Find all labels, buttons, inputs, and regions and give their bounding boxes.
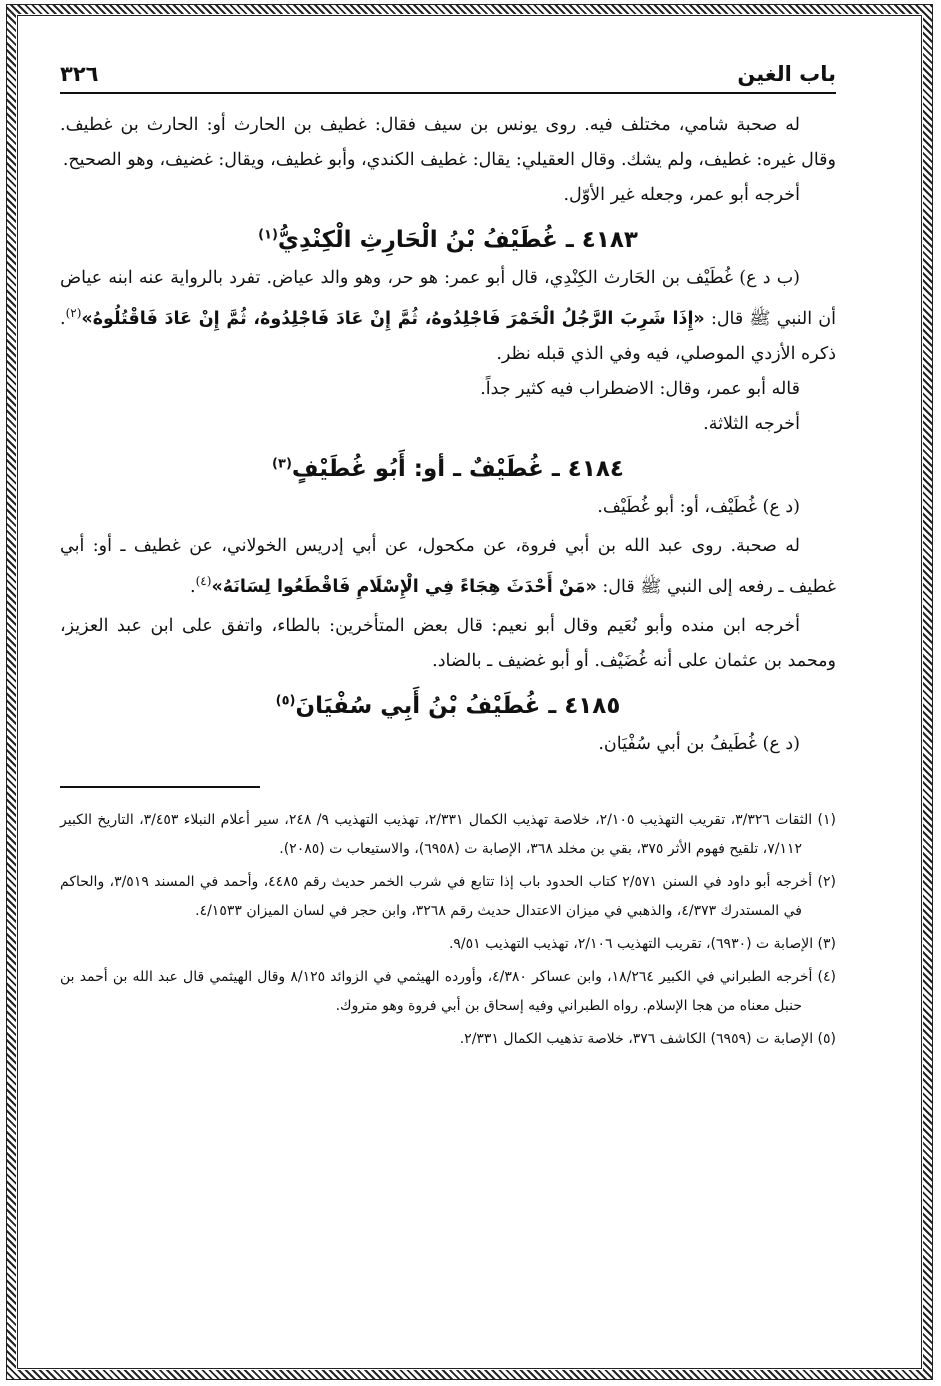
entry-title-text: ٤١٨٣ ـ غُطَيْفُ بْنُ الْحَارِثِ الْكِنْدِيُّ [277,227,638,253]
entry-title-text: ٤١٨٤ ـ غُطَيْفٌ ـ أو: أَبُو غُطَيْفٍ [291,455,624,482]
entry-text: . [190,576,196,597]
footnote: (١) الثقات ٣/٣٢٦، تقريب التهذيب ٢/١٠٥، خلاصة تهذيب الكمال ٢/٣٣١، تهذيب التهذيب ٩/ ٢٤٨، سير أعلام النبلاء ٣/٤٥٣، التاريخ الكبير ٧/١١٢، تلقيح فهوم الأثر ٣٧٥، بقي بن مخلد ٣٦٨، الإصابة ت (٦٩٥٨)، والاستيعاب ت (٢٠٨٥). [60,811,837,857]
footnote-ref: (١) [258,227,278,243]
entry-paragraph [60,261,836,372]
entry-text: (ب د ع) غُطَيْف بن الحَارث الكِنْدِي، قال أبو عمر: هو حر، وهو والد عياض. تفرد بالرواية عنه ابنه عياض أن النبي ﷺ قال: [60,268,836,329]
running-header [60,62,836,94]
entry-paragraph: أخرجه الثلاثة. [703,413,800,434]
page-number: ٣٢٦ [60,62,99,86]
footnote: (٤) أخرجه الطبراني في الكبير ١٨/٢٦٤، وابن عساكر ٤/٣٨٠، وأورده الهيثمي في الزوائد ٨/١٢٥ وقال الهيثمي قال عبد الله بن أحمد بن حنبل معناه من هجا الإسلام. رواه الطبراني وفيه إسحاق بن أبي فروة وهو متروك. [60,968,837,1014]
entry-text: . ذكره الأزدي الموصلي، فيه وفي الذي قبله نظر. [60,308,836,364]
hadith-quote: «مَنْ أَحْدَثَ هِجَاءً فِي الْإِسْلَامِ فَاقْطَعُوا لِسَانَهُ» [211,576,597,597]
chapter-title: باب الغين [737,62,836,86]
entry-title-text: ٤١٨٥ ـ غُطَيْفُ بْنُ أَبِي سُفْيَانَ [295,692,621,719]
footnote-ref: (٣) [272,456,292,472]
entry-paragraph: أخرجه ابن منده وأبو نُعَيم وقال أبو نعيم: قال بعض المتأخرين: بالطاء، واتفق على ابن عبد العزيز، ومحمد بن عثمان على أنه غُضَيْف. أو أبو غضيف ـ بالضاد. [60,615,836,671]
footnote-ref: (٢) [65,306,82,320]
footnote: (٣) الإصابة ت (٦٩٣٠)، تقريب التهذيب ٢/١٠٦، تهذيب التهذيب ٩/٥١. [448,935,836,952]
footnote-divider [60,786,260,788]
entry-title-4183 [60,227,836,253]
intro-paragraph: أخرجه أبو عمر، وجعله غير الأوّل. [563,185,800,205]
entry-paragraph: قاله أبو عمر، وقال: الاضطراب فيه كثير جداً. [480,378,800,399]
footnote: (٢) أخرجه أبو داود في السنن ٢/٥٧١ كتاب الحدود باب إذا تتابع في شرب الخمر حديث رقم ٤٤٨٥، وأحمد في المسند ٣/٥١٩، والحاكم في المستدرك ٤/٣٧٣، والذهبي في ميزان الاعتدال حديث رقم ٣٢٦٨، وابن حجر في لسان الميزان ٤/١٥٣٣. [60,873,836,919]
intro-paragraph: له صحبة شامي، مختلف فيه. روى يونس بن سيف فقال: غطيف بن الحارث أو: الحارث بن غطيف. وقال غيره: غطيف، ولم يشك. وقال العقيلي: يقال: غطيف الكندي، وأبو غطيف، ويقال: غضيف، وهو الصحيح. [60,115,836,170]
entry-title-4184 [60,456,836,482]
entry-paragraph: (د ع) غُطَيفُ بن أبي سُفْيَان. [598,733,800,754]
entry-paragraph: (د ع) غُطَيْف، أو: أبو غُطَيْف. [597,496,800,517]
footnote-ref: (٥) [275,693,296,708]
footnote-ref: (٤) [195,573,212,588]
entry-text: له صحبة. روى عبد الله بن أبي فروة، عن مكحول، عن أبي إدريس الخولاني، عن غطيف ـ أو: أبي غطيف ـ رفعه إلى النبي ﷺ قال: [60,535,836,597]
footnotes [60,806,836,1054]
entry-title-4185 [60,693,836,719]
hadith-quote: «إِذَا شَرِبَ الرَّجُلُ الْخَمْرَ فَاجْلِدُوهُ، ثُمَّ إِنْ عَادَ فَاجْلِدُوهُ، ثُمَّ إِنْ عَادَ فَاقْتُلُوهُ» [81,308,705,329]
page-body [60,62,836,1058]
footnote: (٥) الإصابة ت (٦٩٥٩) الكاشف ٣٧٦، خلاصة تذهيب الكمال ٢/٣٣١. [459,1030,836,1047]
entry-paragraph [60,529,836,605]
